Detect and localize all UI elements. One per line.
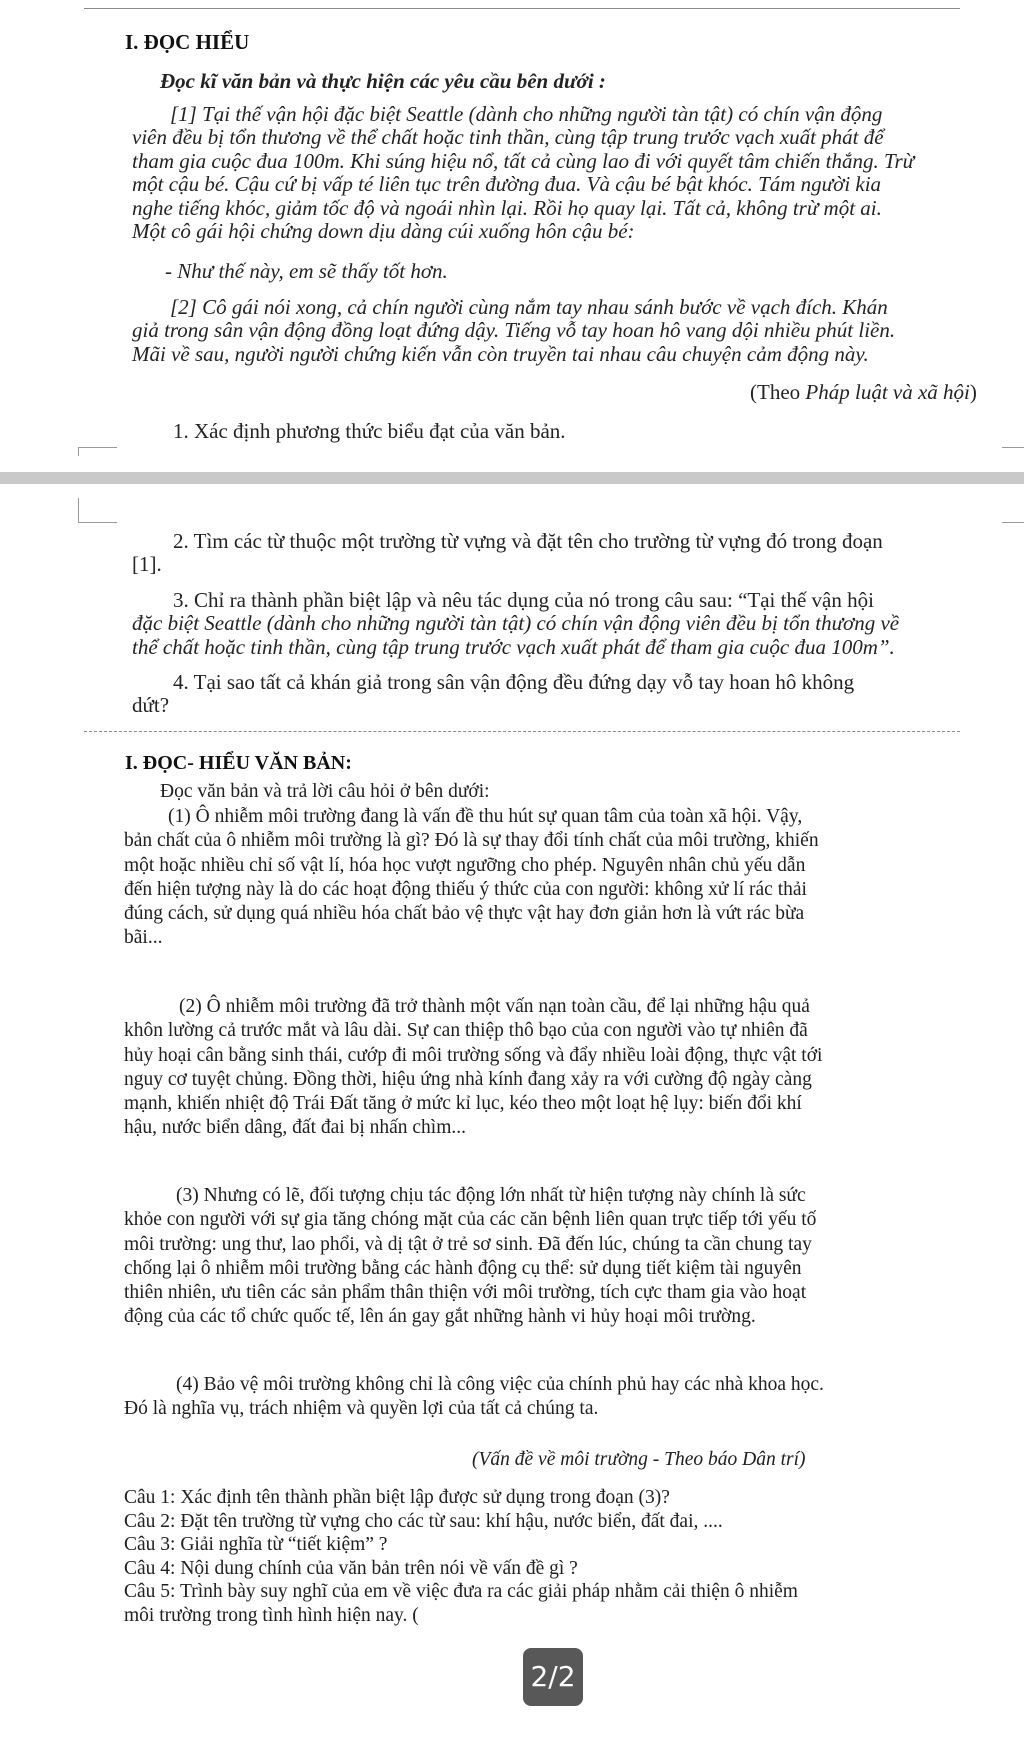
question-4 — [132, 671, 1012, 718]
text-line: khôn lường cả trước mắt và lâu dài. Sự can thiệp thô bạo của con người vào tự nhiên đã — [124, 1020, 808, 1042]
text-line: (4) Bảo vệ môi trường không chỉ là công việc của chính phủ hay các nhà khoa học. — [176, 1374, 824, 1395]
text-line: hậu, nước biển dâng, đất đai bị nhấn chìm... — [124, 1117, 467, 1139]
text-line: nghe tiếng khóc, giảm tốc độ và ngoái nhìn lại. Rồi họ quay lại. Tất cả, không trừ một ai. — [132, 195, 882, 220]
section2-questions — [124, 1486, 1012, 1628]
source-prefix: (Theo — [750, 380, 806, 404]
text-line: một cậu bé. Cậu cứ bị vấp té liên tục trên đường đua. Và cậu bé bật khóc. Tám người kia — [132, 172, 882, 197]
text-line: (3) Nhưng có lẽ, đối tượng chịu tác động lớn nhất từ hiện tượng này chính là sức — [176, 1185, 806, 1206]
question-3 — [132, 589, 1012, 659]
text-line: một hoặc nhiều chỉ số vật lí, hóa học vượt ngưỡng cho phép. Nguyên nhân chủ yếu dẫn — [124, 854, 806, 876]
text-line: khỏe con người với sự gia tăng chóng mặt của các căn bệnh liên quan trực tiếp tới yếu tố — [124, 1209, 817, 1231]
text-line: giả trong sân vận động đồng loạt đứng dậy. Tiếng vỗ tay hoan hô vang dội nhiều phút liền. — [132, 318, 896, 343]
text-line: [2] Cô gái nói xong, cả chín người cùng nắm tay nhau sánh bước về vạch đích. Khán — [170, 295, 888, 319]
text-line: dứt? — [132, 693, 170, 718]
text-line: (2) Ô nhiễm môi trường đã trở thành một vấn nạn toàn cầu, để lại những hậu quả — [179, 996, 810, 1017]
section2-para3 — [124, 1184, 1012, 1330]
question-line: Câu 4: Nội dung chính của văn bản trên nói về vấn đề gì ? — [124, 1557, 578, 1579]
question-line: môi trường trong tình hình hiện nay. ( — [124, 1604, 419, 1626]
section1-quote: - Như thế này, em sẽ thấy tốt hơn. — [165, 259, 448, 283]
section1-para2 — [132, 296, 1012, 366]
text-line: bản chất của ô nhiễm môi trường là gì? Đó là sự thay đổi tính chất của môi trường, khiến — [124, 830, 819, 852]
section2-para4 — [124, 1373, 1012, 1422]
source-suffix: ) — [969, 380, 977, 404]
text-line: 3. Chỉ ra thành phần biệt lập và nêu tác dụng của nó trong câu sau: “Tại thế vận hội — [173, 588, 874, 612]
text-line: mạnh, khiến nhiệt độ Trái Đất tăng ở mức kỉ lục, kéo theo một loạt hệ lụy: biến đổi khí — [124, 1093, 802, 1115]
text-line: 2. Tìm các từ thuộc một trường từ vựng và đặt tên cho trường từ vựng đó trong đoạn — [173, 529, 883, 553]
section2-para1 — [124, 805, 1012, 951]
section1-para1 — [132, 103, 1012, 243]
text-line: chống lại ô nhiễm môi trường bằng các hành động cụ thể: sử dụng tiết kiệm tài nguyên — [124, 1257, 802, 1279]
text-line: tham gia cuộc đua 100m. Khi súng hiệu nổ, tất cả cùng lao đi với quyết tâm chiến thắng. Trừ — [132, 148, 915, 173]
section2-para2 — [124, 995, 1012, 1141]
top-divider — [84, 8, 960, 9]
section-divider — [84, 731, 960, 732]
text-line: động của các tổ chức quốc tế, lên án gay gắt những hành vi hủy hoại môi trường. — [124, 1306, 756, 1328]
text-line: bãi... — [124, 927, 163, 949]
text-line: [1]. — [132, 552, 162, 577]
question-line: Câu 5: Trình bày suy nghĩ của em về việc đưa ra các giải pháp nhằm cải thiện ô nhiễm — [124, 1581, 798, 1603]
question-1: 1. Xác định phương thức biểu đạt của văn bản. — [173, 419, 566, 443]
page-indicator: 2/2 — [523, 1648, 583, 1706]
image-seam-divider — [0, 472, 1024, 484]
image-frame-corner — [78, 447, 117, 456]
text-line: Một cô gái hội chứng down dịu dàng cúi xuống hôn cậu bé: — [132, 219, 635, 244]
source-title: Pháp luật và xã hội — [805, 380, 970, 404]
text-line: môi trường: ung thư, lao phổi, và dị tật ở trẻ sơ sinh. Đã đến lúc, chúng ta cần chung tay — [124, 1233, 812, 1255]
question-line: Câu 2: Đặt tên trường từ vựng cho các từ sau: khí hậu, nước biển, đất đai, .... — [124, 1510, 723, 1532]
section1-source — [750, 381, 977, 404]
text-line: 4. Tại sao tất cả khán giả trong sân vận động đều đứng dạy vỗ tay hoan hô không — [173, 670, 855, 694]
image-frame-corner — [1002, 498, 1024, 523]
section1-instruction: Đọc kĩ văn bản và thực hiện các yêu cầu bên dưới : — [160, 69, 606, 93]
question-2 — [132, 530, 1012, 577]
section1-heading: I. ĐỌC HIỂU — [125, 30, 250, 54]
text-line: đúng cách, sử dụng quá nhiều hóa chất bảo vệ thực vật hay đơn giản hơn là vứt rác bừa — [124, 903, 805, 925]
text-line: viên đều bị tổn thương về thể chất hoặc tinh thần, cùng tập trung trước vạch xuất phát để — [132, 125, 884, 150]
text-line: nguy cơ tuyệt chủng. Đồng thời, hiệu ứng nhà kính đang xảy ra với cường độ ngày càng — [124, 1068, 812, 1090]
text-line: đặc biệt Seattle (dành cho những người tàn tật) có chín vận động viên đều bị tổn thương về — [132, 611, 900, 636]
text-line: Đó là nghĩa vụ, trách nhiệm và quyền lợi của tất cả chúng ta. — [124, 1398, 599, 1420]
text-line: (1) Ô nhiễm môi trường đang là vấn đề thu hút sự quan tâm của toàn xã hội. Vậy, — [168, 806, 803, 827]
text-line: [1] Tại thế vận hội đặc biệt Seattle (dành cho những người tàn tật) có chín vận động — [170, 102, 883, 126]
text-line: đến hiện tượng này là do các hoạt động thiếu ý thức của con người: không xử lí rác thải — [124, 878, 807, 900]
question-line: Câu 3: Giải nghĩa từ “tiết kiệm” ? — [124, 1534, 388, 1556]
image-frame-corner — [1002, 447, 1024, 456]
text-line: hủy hoại cân bằng sinh thái, cướp đi môi trường sống và đẩy nhiều loài động, thực vật tới — [124, 1044, 823, 1066]
text-line: thể chất hoặc tinh thần, cùng tập trung trước vạch xuất phát để tham gia cuộc đua 100m”. — [132, 634, 895, 659]
section2-instruction: Đọc văn bản và trả lời câu hỏi ở bên dưới: — [160, 781, 490, 802]
question-line: Câu 1: Xác định tên thành phần biệt lập được sử dụng trong đoạn (3)? — [124, 1487, 670, 1508]
text-line: Mãi về sau, người người chứng kiến vẫn còn truyền tai nhau câu chuyện cảm động này. — [132, 341, 869, 366]
section2-source: (Vấn đề về môi trường - Theo báo Dân trí) — [472, 1449, 806, 1470]
image-frame-corner — [78, 498, 117, 523]
text-line: thiên nhiên, ưu tiên các sản phẩm thân thiện với môi trường, tích cực tham gia vào hoạt — [124, 1282, 807, 1304]
section2-heading: I. ĐỌC- HIỂU VĂN BẢN: — [125, 752, 352, 774]
